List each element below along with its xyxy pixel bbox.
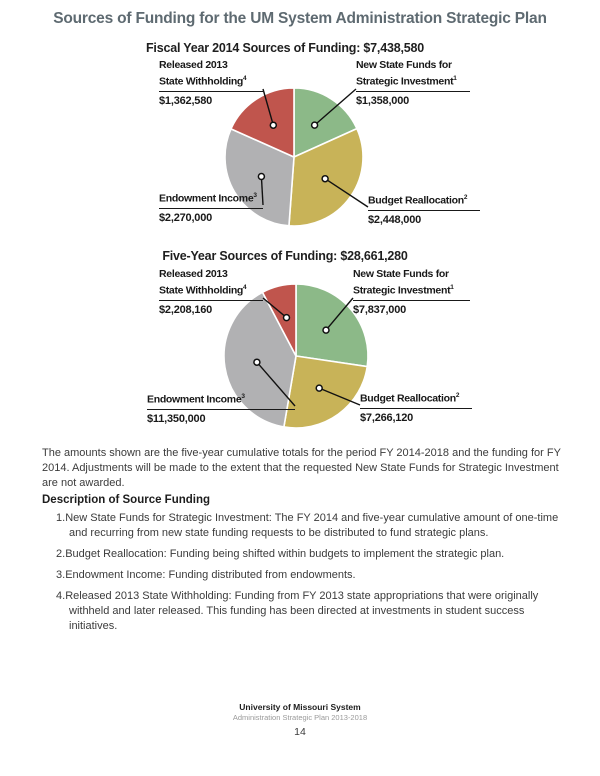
list-text: Budget Reallocation: Funding being shifted within budgets to implement the strategic plan.	[65, 548, 505, 560]
pie-label-name: New State Funds for Strategic Investment$^1$	[353, 268, 470, 301]
pie-label-name: Endowment Income$^3$	[147, 390, 295, 410]
list-item	[56, 511, 563, 541]
leader-dot	[270, 122, 276, 128]
leader-dot	[258, 174, 264, 180]
footnote-ref: 2	[455, 392, 460, 399]
pie-chart-fy2014	[0, 55, 600, 255]
pie-label-name: Released 2013 State Withholding$^4$	[159, 59, 263, 92]
leader-dot	[312, 122, 318, 128]
leader-dot	[323, 327, 329, 333]
pie-label-value: $2,270,000	[159, 211, 213, 224]
list-text: Released 2013 State Withholding: Funding from FY 2013 state appropriations that were originally withheld and later released. This funding has been directed at investments in student success initiatives.	[65, 590, 539, 632]
list-text: Endowment Income: Funding distributed from endowments.	[65, 569, 356, 581]
footnote-ref: 1	[450, 284, 454, 291]
list-number: 2.	[56, 548, 66, 560]
pie-label-value: $11,350,000	[147, 412, 206, 425]
section-heading: Description of Source Funding	[42, 494, 211, 506]
pie-label-value: $7,837,000	[353, 303, 407, 316]
pie-label-budget-reallocation	[368, 191, 480, 226]
pie-label-value: $1,362,580	[159, 94, 213, 107]
pie-slice-budget-reallocation	[284, 356, 367, 428]
pie-label-released-withholding	[159, 59, 263, 107]
page-title: Sources of Funding for the UM System Administration Strategic Plan	[53, 10, 547, 27]
pie-label-new-state-funds	[353, 268, 470, 316]
description-list	[56, 511, 563, 640]
footnote-ref: 1	[453, 75, 457, 82]
leader-dot	[322, 176, 328, 182]
pie-label-endowment-income	[159, 189, 263, 224]
list-text: New State Funds for Strategic Investment: The FY 2014 and five-year cumulative amount of one-time and recurring from new state funding requests to be distributed to fund strategic plans.	[65, 512, 559, 539]
pie-label-released-withholding	[159, 268, 263, 316]
leader-dot	[284, 315, 290, 321]
pie-label-value: $2,448,000	[368, 213, 422, 226]
footer-organization: University of Missouri System	[239, 702, 361, 712]
pie-label-name: Released 2013 State Withholding$^4$	[159, 268, 263, 301]
list-number: 1.	[56, 512, 66, 524]
pie-label-value: $1,358,000	[356, 94, 410, 107]
footnote-ref: 3	[253, 192, 257, 199]
list-item	[56, 589, 563, 634]
pie-label-value: $2,208,160	[159, 303, 213, 316]
list-number: 4.	[56, 590, 66, 602]
pie-label-budget-reallocation	[360, 389, 472, 424]
footnote-ref: 3	[241, 393, 245, 400]
pie-label-name: Budget Reallocation$^2$	[368, 191, 480, 211]
footnote-ref: 2	[463, 194, 468, 201]
pie-label-name: Budget Reallocation$^2$	[360, 389, 472, 409]
footer-document-title: Administration Strategic Plan 2013-2018	[232, 713, 368, 722]
leader-dot	[254, 359, 260, 365]
list-item	[56, 568, 563, 583]
footnote-ref: 4	[243, 75, 247, 82]
pie-chart-five-year	[0, 263, 600, 463]
pie-label-new-state-funds	[356, 59, 470, 107]
body-paragraph: The amounts shown are the five-year cumulative totals for the period FY 2014-2018 and the funding for FY 2014. Adjustments will be made to the extent that the requested New State Funds for Strategic Investment are not awarded.	[42, 447, 561, 489]
leader-dot	[316, 385, 322, 391]
list-number: 3.	[56, 569, 66, 581]
chart-title-fy2014: Fiscal Year 2014 Sources of Funding: $7,438,580	[145, 41, 424, 55]
pie-label-name: Endowment Income$^3$	[159, 189, 263, 209]
page-number: 14	[294, 726, 306, 738]
pie-label-name: New State Funds for Strategic Investment$^1$	[356, 59, 470, 92]
pie-label-value: $7,266,120	[360, 411, 414, 424]
pie-label-endowment-income	[147, 390, 295, 425]
chart-title-five-year: Five-Year Sources of Funding: $28,661,280	[162, 249, 408, 263]
list-item	[56, 547, 563, 562]
footnote-ref: 4	[243, 284, 247, 291]
